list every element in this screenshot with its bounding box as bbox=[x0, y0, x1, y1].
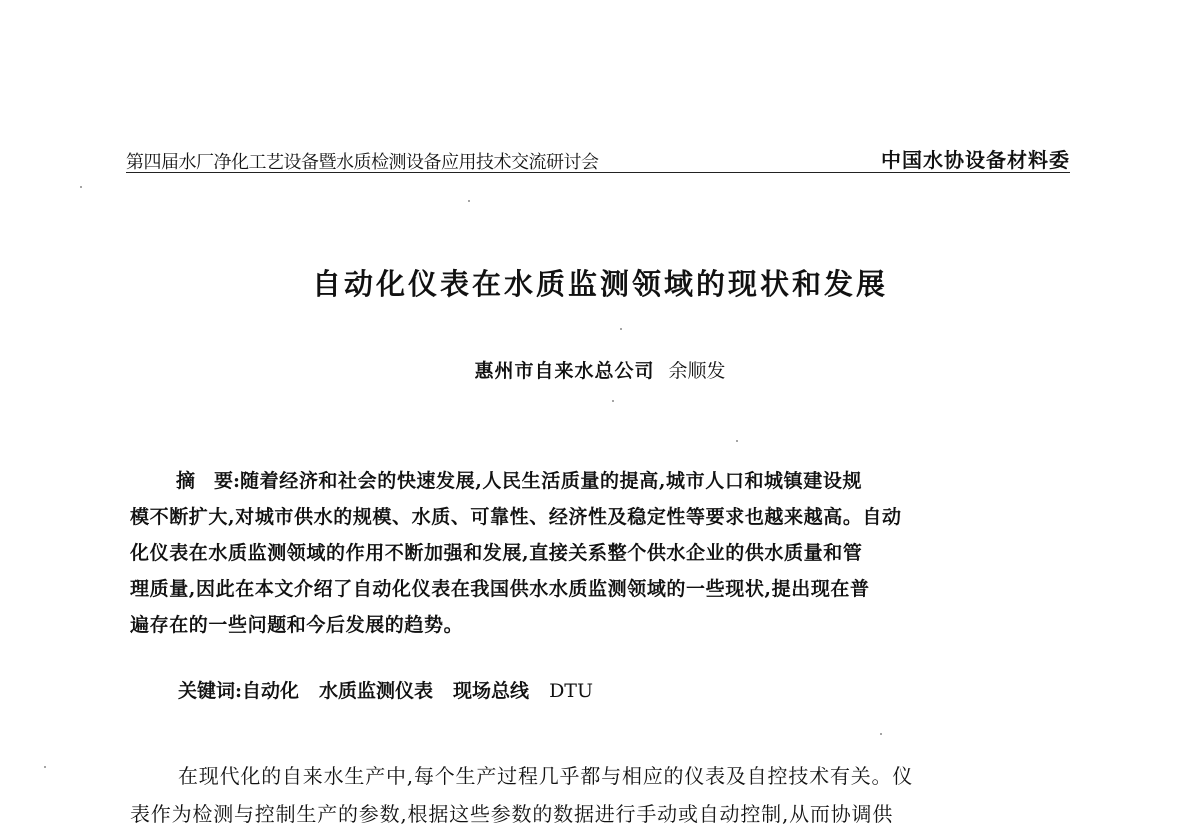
scan-speck bbox=[880, 733, 882, 735]
keyword: 水质监测仪表 bbox=[319, 680, 434, 702]
scan-speck bbox=[468, 200, 470, 202]
body-text bbox=[130, 757, 1074, 833]
running-header bbox=[126, 144, 1070, 174]
body-line: 在现代化的自来水生产中,每个生产过程几乎都与相应的仪表及自控技术有关。仪 bbox=[178, 764, 914, 788]
abstract-label: 摘 要: bbox=[176, 470, 241, 492]
scan-speck bbox=[80, 186, 82, 188]
author-name: 余顺发 bbox=[668, 360, 726, 382]
author-line bbox=[0, 356, 1200, 383]
keyword: 自动化 bbox=[242, 680, 300, 702]
committee-name: 中国水协设备材料委 bbox=[881, 148, 1070, 172]
article-title: 自动化仪表在水质监测领域的现状和发展 bbox=[311, 267, 888, 301]
abstract-line bbox=[130, 463, 1074, 499]
author-organization: 惠州市自来水总公司 bbox=[474, 360, 655, 382]
abstract-line: 化仪表在水质监测领域的作用不断加强和发展,直接关系整个供水企业的供水质量和管 bbox=[130, 542, 863, 564]
keywords bbox=[178, 676, 593, 703]
abstract-line: 遍存在的一些问题和今后发展的趋势。 bbox=[130, 614, 464, 636]
abstract bbox=[130, 463, 1074, 643]
keyword: DTU bbox=[549, 680, 593, 702]
header-rule bbox=[126, 172, 1070, 173]
scan-speck bbox=[620, 328, 622, 330]
abstract-text: 随着经济和社会的快速发展,人民生活质量的提高,城市人口和城镇建设规 bbox=[240, 470, 863, 492]
scan-speck bbox=[612, 400, 614, 402]
abstract-line: 模不断扩大,对城市供水的规模、水质、可靠性、经济性及稳定性等要求也越来越高。自动 bbox=[130, 506, 902, 528]
keyword: 现场总线 bbox=[453, 680, 530, 702]
conference-name: 第四届水厂净化工艺设备暨水质检测设备应用技术交流研讨会 bbox=[126, 152, 599, 173]
body-line: 表作为检测与控制生产的参数,根据这些参数的数据进行手动或自动控制,从而协调供 bbox=[130, 802, 894, 826]
abstract-line: 理质量,因此在本文介绍了自动化仪表在我国供水水质监测领域的一些现状,提出现在普 bbox=[130, 578, 870, 600]
scan-speck bbox=[44, 766, 46, 768]
scan-speck bbox=[736, 440, 738, 442]
keywords-label: 关键词: bbox=[178, 680, 243, 702]
